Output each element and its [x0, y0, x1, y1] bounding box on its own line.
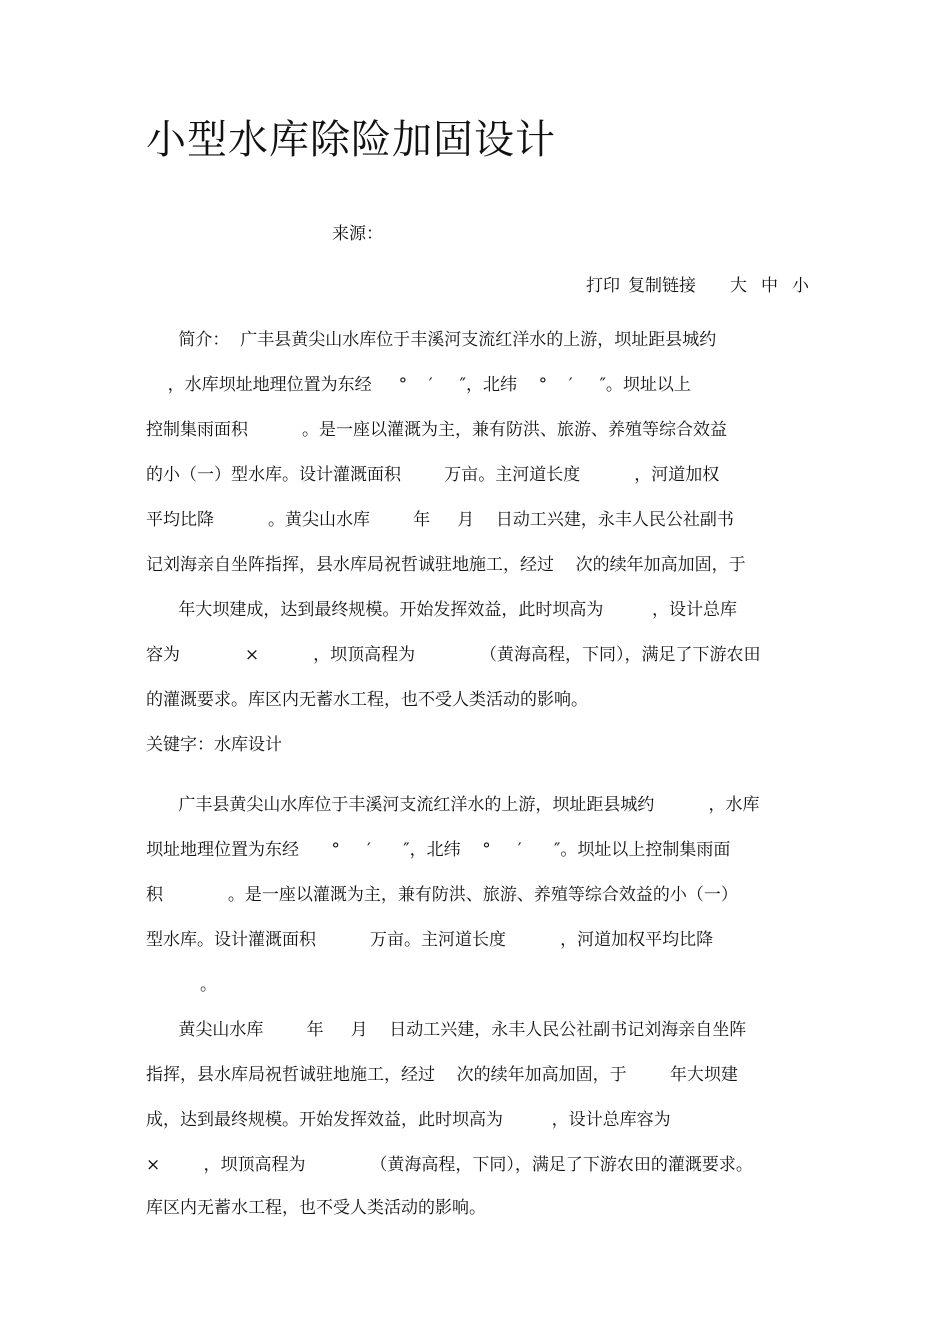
source-label: 来源： [332, 224, 383, 244]
print-link[interactable]: 打印 [586, 276, 620, 296]
body-line: × ，坝顶高程为 （黄海高程，下同），满足了下游农田的灌溉要求。 [146, 1155, 753, 1175]
body-line: 型水库。设计灌溉面积 万亩。主河道长度 ，河道加权平均比降 [146, 930, 714, 950]
keywords-line: 关键字：水库设计 [146, 735, 282, 755]
body-line: 坝址地理位置为东经 ° ′ ″，北纬 ° ′ ″。坝址以上控制集雨面 [146, 840, 731, 860]
body-line: 库区内无蓄水工程，也不受人类活动的影响。 [146, 1198, 486, 1218]
summary-line: 容为 × ，坝顶高程为 （黄海高程，下同），满足了下游农田 [146, 645, 761, 665]
copy-link-button[interactable]: 复制链接 [628, 276, 696, 296]
summary-line: 简介： 广丰县黄尖山水库位于丰溪河支流红洋水的上游，坝址距县城约 [146, 330, 717, 350]
body-line: 积 。是一座以灌溉为主，兼有防洪、旅游、养殖等综合效益的小（一） [146, 885, 738, 905]
article-title: 小型水库除险加固设计 [146, 117, 556, 163]
summary-line: 年大坝建成，达到最终规模。开始发挥效益，此时坝高为 ，设计总库 [146, 600, 738, 620]
summary-line: ，水库坝址地理位置为东经 ° ′ ″，北纬 ° ′ ″。坝址以上 [146, 375, 691, 395]
body-line: 成，达到最终规模。开始发挥效益，此时坝高为 ，设计总库容为 [146, 1110, 671, 1130]
body-line: 指挥，县水库局祝哲诚驻地施工，经过 次的续年加高加固，于 年大坝建 [146, 1065, 738, 1085]
body-line: 。 [146, 975, 218, 995]
summary-line: 平均比降 。黄尖山水库 年 月 日动工兴建，永丰人民公社副书 [146, 510, 734, 530]
summary-line: 的灌溉要求。库区内无蓄水工程，也不受人类活动的影响。 [146, 690, 588, 710]
summary-line: 记刘海亲自坐阵指挥，县水库局祝哲诚驻地施工，经过 次的续年加高加固，于 [146, 555, 746, 575]
body-line: 广丰县黄尖山水库位于丰溪河支流红洋水的上游，坝址距县城约 ，水库 [146, 795, 760, 815]
summary-line: 控制集雨面积 。是一座以灌溉为主，兼有防洪、旅游、养殖等综合效益 [146, 420, 728, 440]
article-toolbar [586, 271, 809, 296]
font-size-large-button[interactable]: 大 [730, 276, 747, 296]
font-size-small-button[interactable]: 小 [792, 276, 809, 296]
font-size-medium-button[interactable]: 中 [761, 276, 778, 296]
body-line: 黄尖山水库 年 月 日动工兴建，永丰人民公社副书记刘海亲自坐阵 [146, 1020, 747, 1040]
summary-line: 的小（一）型水库。设计灌溉面积 万亩。主河道长度 ，河道加权 [146, 465, 720, 485]
